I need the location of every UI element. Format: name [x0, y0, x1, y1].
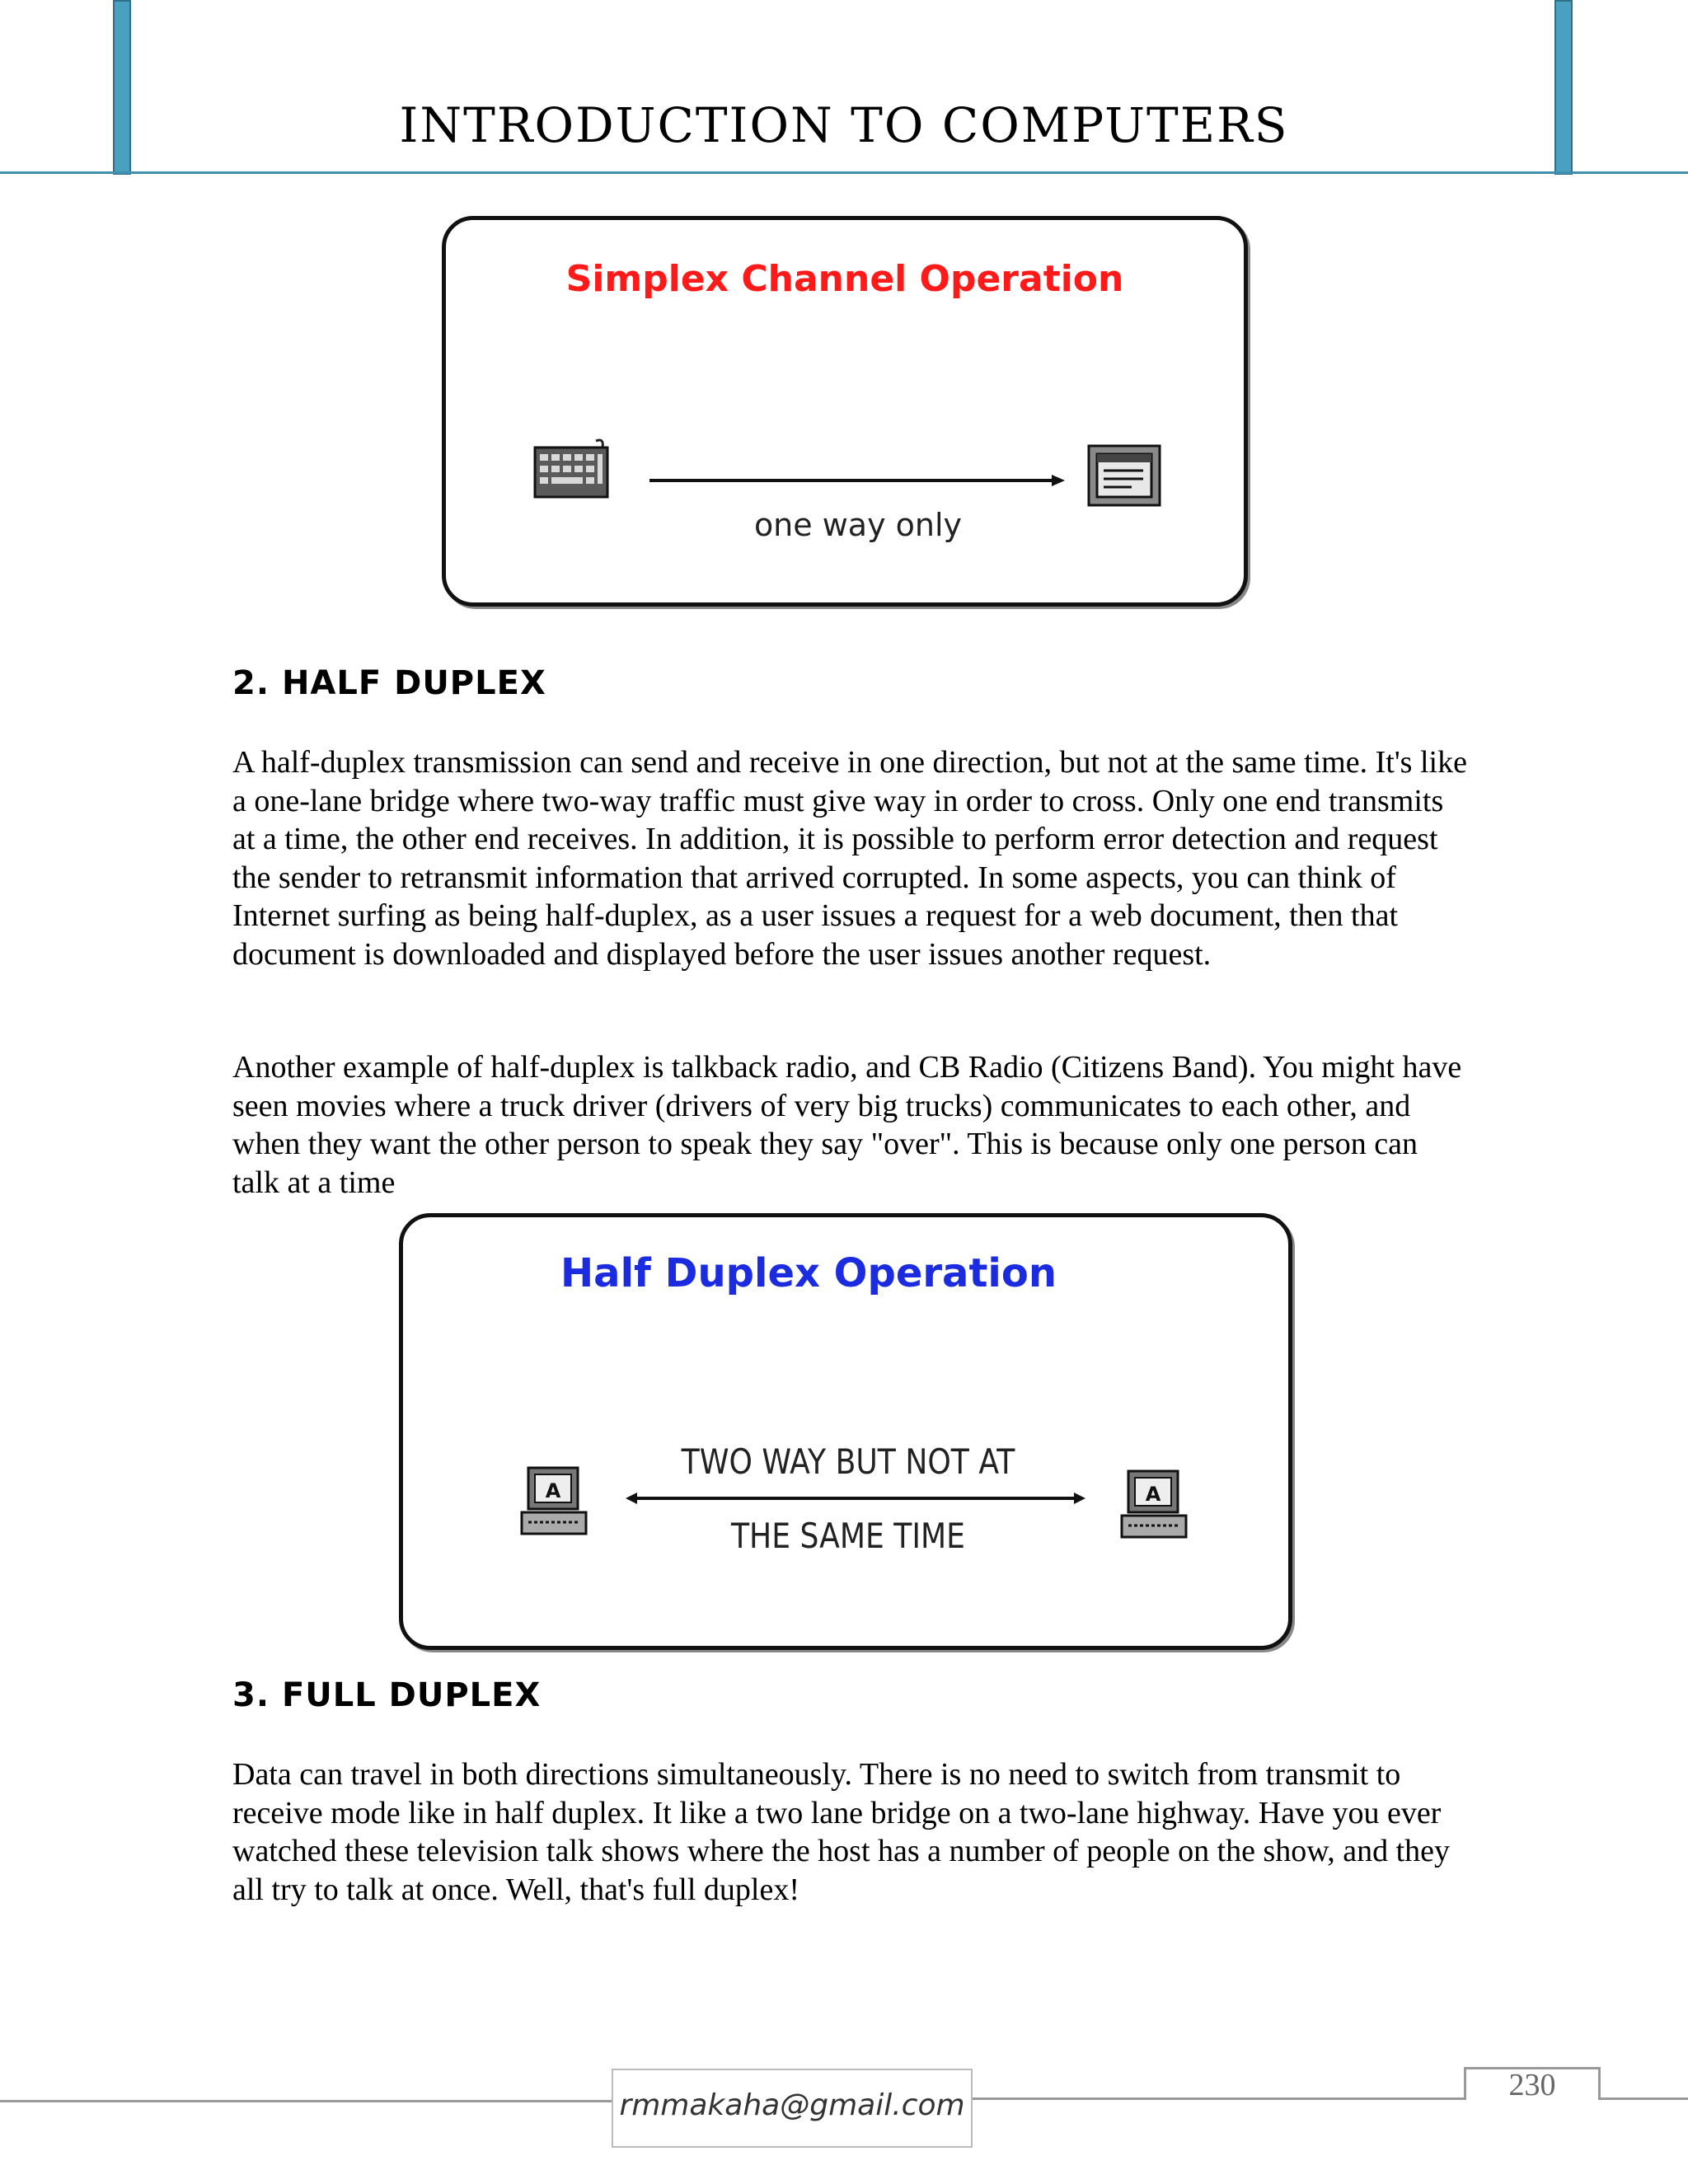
footer-email: rmmakaha@gmail.com	[612, 2069, 973, 2148]
half-duplex-diagram-title: Half Duplex Operation	[560, 1250, 1057, 1296]
keyboard-icon	[532, 436, 611, 502]
computer-icon-left	[518, 1465, 593, 1540]
half-duplex-label-line1: TWO WAY BUT NOT AT	[681, 1441, 1015, 1482]
two-way-arrow	[624, 1489, 1087, 1507]
one-way-arrow	[648, 472, 1068, 489]
half-duplex-paragraph-1: A half-duplex transmission can send and receive in one direction, but not at the same time. It's like a one-lane bridge where two-way traffic must give way in order to cross. Only one end transmits at a time, the other end receives. In addition, it is possible to perform error detection and request the sender to retransmit information that arrived corrupted. In some aspects, you can think of Internet surfing as being half-duplex, as a user issues a request for a web document, then that document is downloaded and displayed before the user issues another request.	[232, 745, 1467, 972]
monitor-icon	[1085, 443, 1165, 512]
half-duplex-paragraph-2: Another example of half-duplex is talkback radio, and CB Radio (Citizens Band). You might have seen movies where a truck driver (drivers of very big trucks) communicates to each other, and when they want the other person to speak they say "over". This is because only one person can talk at a time	[232, 1050, 1462, 1200]
simplex-diagram	[442, 216, 1248, 607]
full-duplex-paragraph-1: Data can travel in both directions simultaneously. There is no need to switch from transmit to receive mode like in half duplex. It like a two lane bridge on a two-lane highway. Have you ever watched these television talk shows where the host has a number of people on the show, and they all try to talk at once. Well, that's full duplex!	[232, 1757, 1451, 1907]
section-heading-half-duplex: 2. HALF DUPLEX	[232, 664, 546, 702]
page-number: 230	[1464, 2067, 1601, 2100]
footer-rule-mid	[973, 2097, 1464, 2100]
half-duplex-diagram	[399, 1213, 1292, 1650]
header-rule	[0, 171, 1688, 174]
computer-icon-right	[1118, 1468, 1193, 1544]
footer-rule-right	[1601, 2097, 1688, 2100]
page-header-title: INTRODUCTION TO COMPUTERS	[399, 97, 1289, 153]
svg-text:A: A	[1145, 1483, 1161, 1506]
simplex-diagram-title: Simplex Channel Operation	[565, 258, 1124, 300]
footer-rule-left	[0, 2100, 612, 2102]
section-heading-full-duplex: 3. FULL DUPLEX	[232, 1676, 542, 1714]
half-duplex-label-line2: THE SAME TIME	[730, 1516, 966, 1556]
simplex-label: one way only	[753, 507, 963, 543]
svg-text:A: A	[545, 1479, 561, 1502]
